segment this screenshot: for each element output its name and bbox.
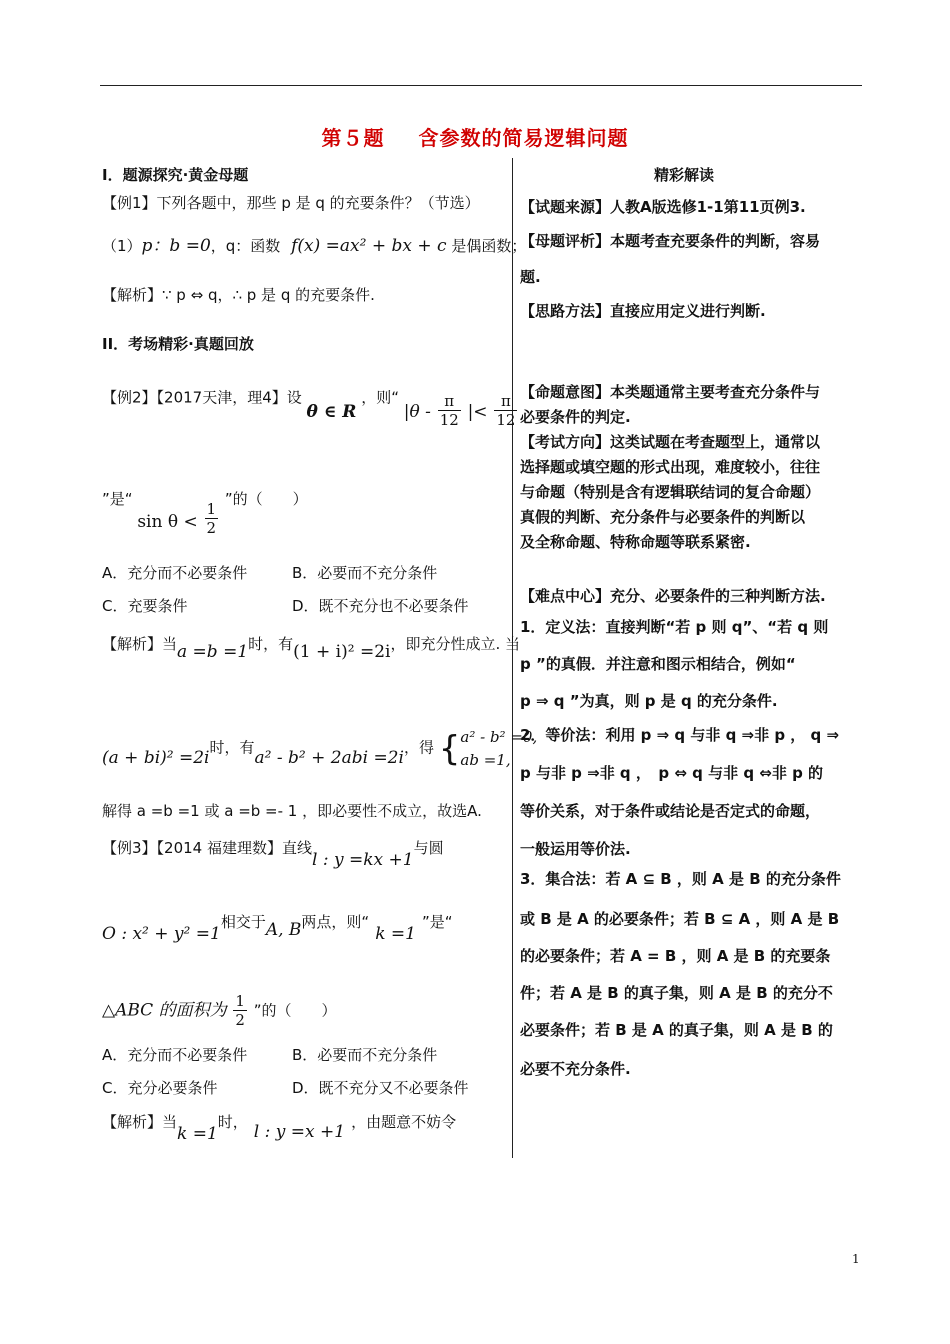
top-rule bbox=[100, 85, 862, 86]
direction-line-5: 及全称命题、特称命题等联系紧密. bbox=[520, 533, 751, 551]
intent-line-1: 【命题意图】本类题通常主要考查充分条件与 bbox=[520, 383, 821, 401]
direction-line-1: 【考试方向】这类试题在考查题型上，通常以 bbox=[520, 433, 821, 451]
difficulty-line: 【难点中心】充分、必要条件的三种判断方法. bbox=[520, 587, 826, 605]
method-3-line-4: 件；若 A 是 B 的真子集，则 A 是 B 的充分不 bbox=[520, 984, 833, 1002]
example-2-condition: ”是“ sin θ < $\frac{1}{2}$ ”的（ ） bbox=[102, 490, 308, 537]
evaluation-line-1: 【母题评析】本题考查充要条件的判断，容易 bbox=[520, 232, 821, 250]
example-2-solution-3: 解得 a =b =1 或 a =b =- 1 ，即必要性不成立，故选A. bbox=[102, 802, 482, 820]
method-1-line-3: p ⇒ q ”为真，则 p 是 q 的充分条件. bbox=[520, 692, 778, 710]
right-header: 精彩解读 bbox=[654, 166, 715, 184]
section-2-heading: II．考场精彩·真题回放 bbox=[102, 335, 254, 353]
method-2-line-1: 2．等价法：利用 p ⇒ q 与非 q ⇒非 p ， q ⇒ bbox=[520, 726, 840, 744]
example-3-option-b: B．必要而不充分条件 bbox=[292, 1046, 438, 1064]
evaluation-line-2: 题. bbox=[520, 268, 541, 286]
example-3-option-a: A．充分而不必要条件 bbox=[102, 1046, 248, 1064]
page-number: 1 bbox=[852, 1252, 860, 1266]
example-2-solution-1: 【解析】当a =b =1时，有(1 + i)² =2i，即充分性成立. 当 bbox=[102, 635, 521, 662]
example-2-option-a: A．充分而不必要条件 bbox=[102, 564, 248, 582]
section-1-heading: I．题源探究·黄金母题 bbox=[102, 166, 249, 184]
direction-line-2: 选择题或填空题的形式出现，难度较小，往往 bbox=[520, 458, 821, 476]
example-1-solution: 【解析】∵ p ⇔ q，∴ p 是 q 的充要条件. bbox=[102, 286, 375, 304]
example-3-option-d: D．既不充分又不必要条件 bbox=[292, 1079, 469, 1097]
pi-over-12-fraction-2: $\frac{\pi}{12}$ bbox=[496, 392, 516, 429]
example-3-solution: 【解析】当k =1时， l : y =x +1 ，由题意不妨令 bbox=[102, 1113, 457, 1144]
example-3-head: 【例3】【2014 福建理数】直线l : y =kx +1与圆 bbox=[102, 839, 444, 870]
method-3-line-2: 或 B 是 A 的必要条件；若 B ⊆ A ，则 A 是 B bbox=[520, 910, 840, 928]
example-3-area: △ABC 的面积为 $\frac{1}{2}$ ”的（ ） bbox=[102, 992, 337, 1029]
page-title bbox=[0, 122, 950, 151]
method-1-line-1: 1．定义法：直接判断“若 p 则 q”、“若 q 则 bbox=[520, 618, 829, 636]
half-fraction-2: $\frac{1}{2}$ bbox=[235, 992, 245, 1029]
source-line: 【试题来源】人教A版选修1-1第11页例3. bbox=[520, 198, 806, 216]
pi-over-12-fraction: $\frac{\pi}{12}$ bbox=[439, 392, 459, 429]
example-3-option-c: C．充分必要条件 bbox=[102, 1079, 218, 1097]
title-number: 第５题 bbox=[321, 126, 385, 150]
intent-line-2: 必要条件的判定. bbox=[520, 408, 631, 426]
example-1-item: （1）p：b =0，q：函数 f(x) =ax² + bx + c 是偶函数； bbox=[102, 236, 527, 256]
title-text: 含参数的简易逻辑问题 bbox=[418, 126, 629, 150]
method-3-line-1: 3．集合法：若 A ⊆ B ，则 A 是 B 的充分条件 bbox=[520, 870, 841, 888]
method-2-line-2: p 与非 p ⇒非 q ， p ⇔ q 与非 q ⇔非 p 的 bbox=[520, 764, 824, 782]
direction-line-3: 与命题（特别是含有逻辑联结词的复合命题） bbox=[520, 483, 821, 501]
method-1-line-2: p ”的真假．并注意和图示相结合，例如“ bbox=[520, 655, 796, 673]
method-3-line-6: 必要不充分条件. bbox=[520, 1060, 631, 1078]
method-2-line-4: 一般运用等价法. bbox=[520, 840, 631, 858]
example-3-circle: O : x² + y² =1相交于A, B两点，则“k =1”是“ bbox=[102, 913, 453, 944]
example-2-option-d: D．既不充分也不必要条件 bbox=[292, 597, 469, 615]
column-divider bbox=[512, 158, 513, 1158]
example-2-option-b: B．必要而不充分条件 bbox=[292, 564, 438, 582]
direction-line-4: 真假的判断、充分条件与必要条件的判断以 bbox=[520, 508, 806, 526]
example-2-option-c: C．充要条件 bbox=[102, 597, 188, 615]
method-3-line-5: 必要条件；若 B 是 A 的真子集，则 A 是 B 的 bbox=[520, 1021, 833, 1039]
method-2-line-3: 等价关系，对于条件或结论是否定式的命题， bbox=[520, 802, 821, 820]
example-2-solution-2: (a + bi)² =2i时，有a² - b² + 2abi =2i，得 { a² - b² =0, ab =1, bbox=[102, 726, 537, 771]
example-1-intro: 【例1】下列各题中，那些 p 是 q 的充要条件？（节选） bbox=[102, 194, 480, 212]
system-brace: { bbox=[438, 728, 461, 769]
half-fraction: $\frac{1}{2}$ bbox=[206, 500, 217, 537]
method-line: 【思路方法】直接应用定义进行判断. bbox=[520, 302, 766, 320]
equation-system: a² - b² =0, ab =1, bbox=[460, 728, 538, 769]
example-2-head: 【例2】【2017天津，理4】设 θ ∈ R ，则“ |θ - $\frac{\pi}{12}$ |< $\frac{\pi}{12}$ bbox=[102, 388, 516, 429]
method-3-line-3: 的必要条件；若 A = B ，则 A 是 B 的充要条 bbox=[520, 947, 831, 965]
